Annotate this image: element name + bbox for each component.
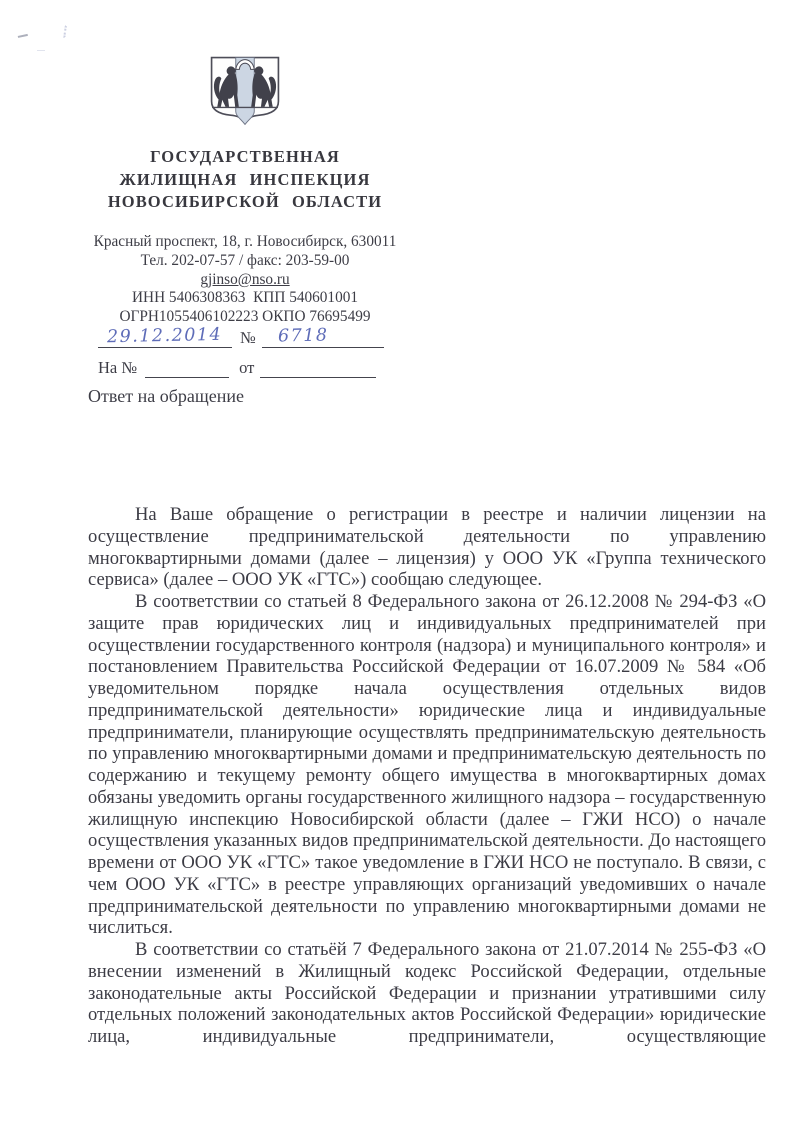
letterhead-email: gjinso@nso.ru xyxy=(200,270,290,288)
ref-date-line xyxy=(98,326,232,348)
ref-date-handwritten: 29.12.2014 xyxy=(107,324,223,348)
letterhead-contacts xyxy=(75,233,415,327)
org-name-line: ЖИЛИЩНАЯ ИНСПЕКЦИЯ xyxy=(119,169,371,189)
ref-number-sign: № xyxy=(240,328,256,347)
body-paragraph: В соответствии со статьёй 7 Федерального закона от 21.07.2014 № 255-ФЗ «О внесении изменений в Жилищный кодекс Российской Федерации, отдельные законодательные акты Российской Федерации и признании утратившими силу отдельных положений законодательных актов Российской Федерации» юридические лица, индивидуальные предприниматели, осуществляющие xyxy=(88,939,766,1047)
org-name xyxy=(75,146,415,214)
subject-line: Ответ на обращение xyxy=(88,386,244,406)
ref-incoming-label: На № xyxy=(98,358,138,377)
scan-artifact xyxy=(16,26,28,38)
scan-artifact xyxy=(37,46,45,51)
ref-number-line xyxy=(262,326,384,348)
letter-body xyxy=(88,504,766,1048)
letterhead-ogrn-okpo: ОГРН1055406102223 ОКПО 76695499 xyxy=(119,308,371,326)
body-paragraph: В соответствии со статьей 8 Федерального закона от 26.12.2008 № 294-ФЗ «О защите прав юридических лиц и индивидуальных предпринимателей при осуществлении государственного контроля (надзора) и муниципального контроля» и постановлением Правительства Российской Федерации от 16.07.2009 № 584 «Об уведомительном порядке начала осуществления отдельных видов предпринимательской деятельности» юридические лица и индивидуальные предприниматели, планирующие осуществлять предпринимательскую деятельность по управлению многоквартирными домами и предпринимательскую деятельность по содержанию и текущему ремонту общего имущества в многоквартирных домах обязаны уведомить органы государственного жилищного надзора – государственную жилищную инспекцию Новосибирской области (далее – ГЖИ НСО) о начале осуществления указанных видов предпринимательской деятельности. До настоящего времени от ООО УК «ГТС» такое уведомление в ГЖИ НСО не поступало. В связи, с чем ООО УК «ГТС» в реестре управляющих организаций уведомивших о начале предпринимательской деятельности по управлению многоквартирными домами не числиться. xyxy=(88,591,766,939)
scan-artifact xyxy=(63,26,72,39)
ref-from-blank xyxy=(260,356,376,378)
letterhead-address: Красный проспект, 18, г. Новосибирск, 630011 xyxy=(93,233,397,250)
org-name-line: ГОСУДАРСТВЕННАЯ xyxy=(150,147,340,166)
coat-of-arms-icon xyxy=(203,56,287,128)
org-name-line: НОВОСИБИРСКОЙ ОБЛАСТИ xyxy=(107,192,383,211)
body-paragraph: На Ваше обращение о регистрации в реестре и наличии лицензии на осуществление предпринимательской деятельности по управлению многоквартирными домами (далее – лицензия) у ООО УК «Группа технического сервиса» (далее – ООО УК «ГТС») сообщаю следующее. xyxy=(88,504,766,591)
letterhead-phone: Тел. 202-07-57 / факс: 203-59-00 xyxy=(140,251,350,269)
reference-block xyxy=(98,322,398,378)
letterhead-inn-kpp: ИНН 5406308363 КПП 540601001 xyxy=(131,289,359,307)
ref-incoming-blank xyxy=(145,356,229,378)
ref-from-label: от xyxy=(239,358,255,377)
ref-number-handwritten: 6718 xyxy=(277,325,329,347)
